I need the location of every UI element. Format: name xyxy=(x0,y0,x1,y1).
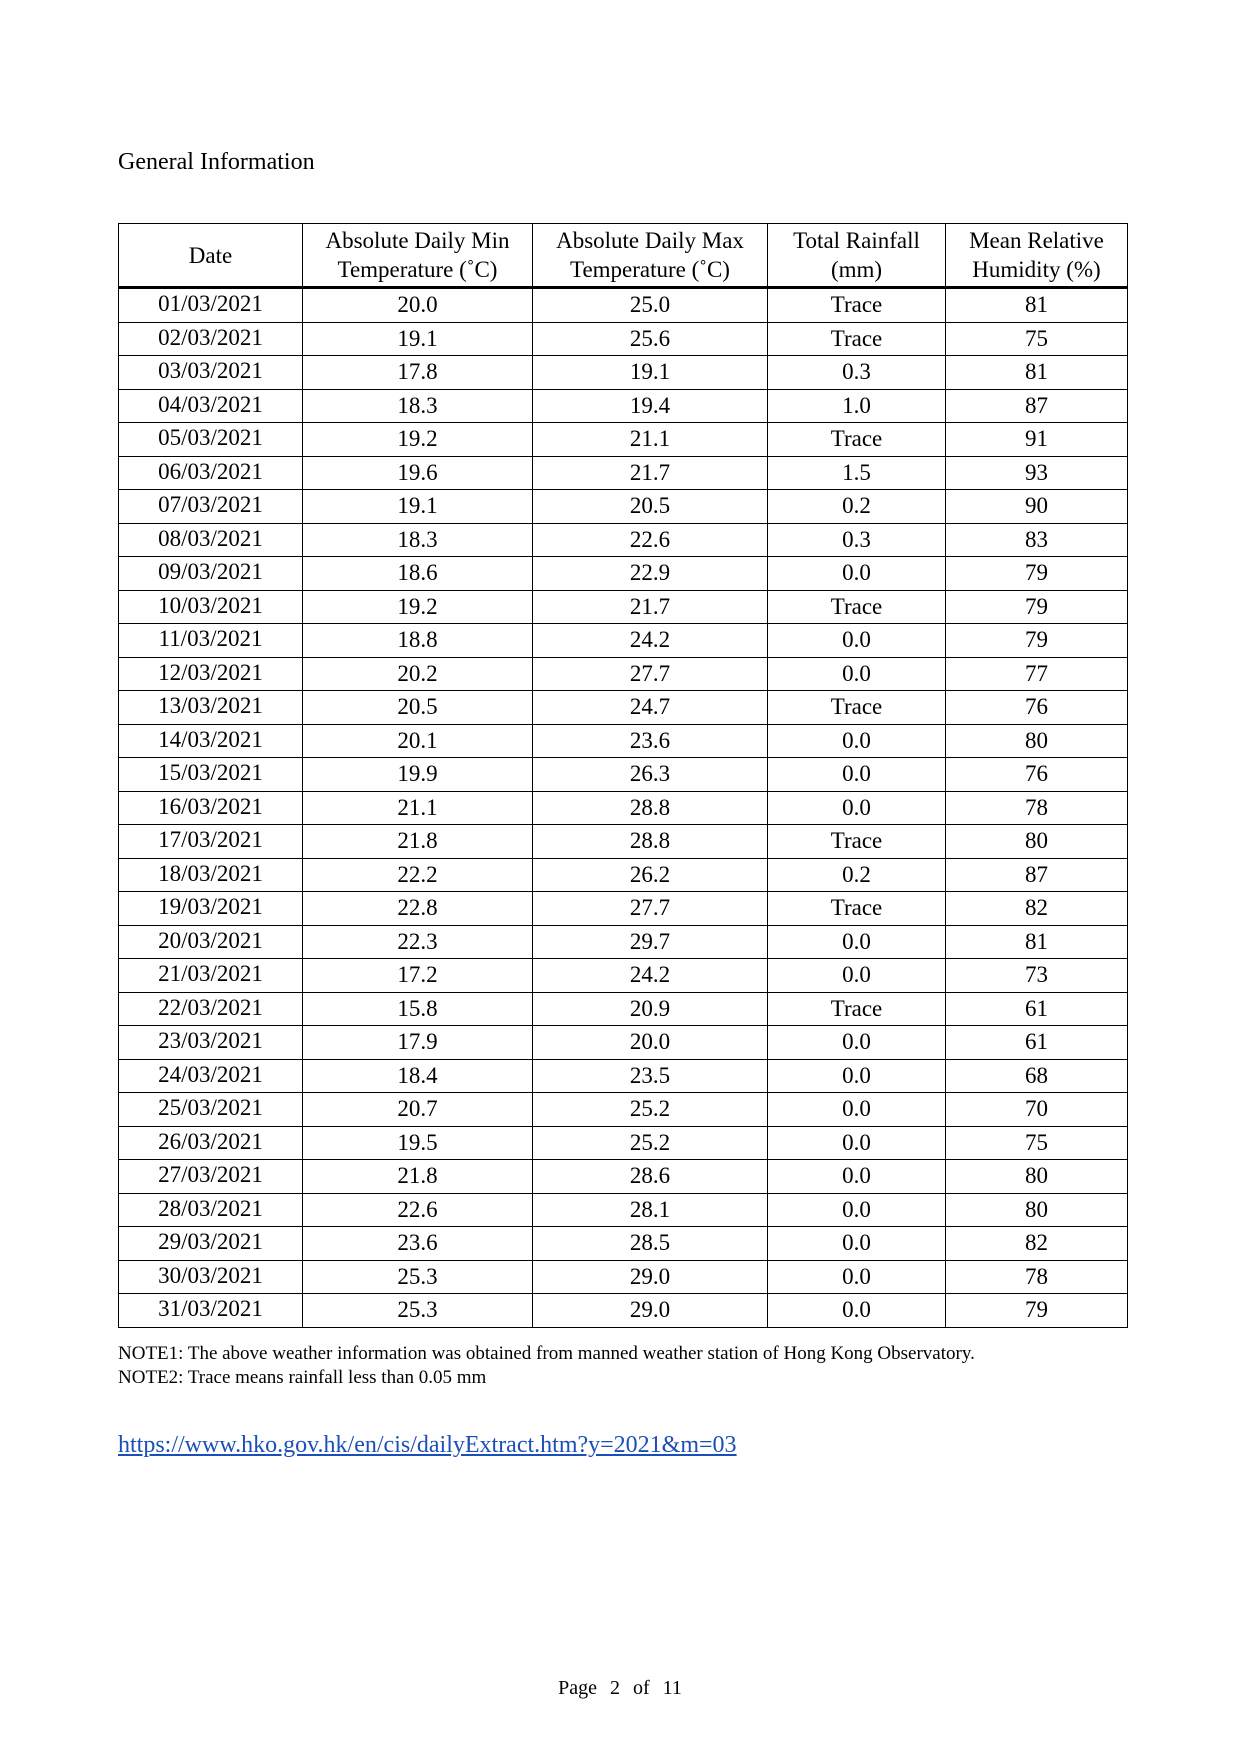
max-temp-cell: 26.2 xyxy=(533,858,768,892)
date-cell: 12/03/2021 xyxy=(119,657,303,691)
humidity-cell: 76 xyxy=(946,758,1128,792)
date-cell: 03/03/2021 xyxy=(119,356,303,390)
date-cell: 18/03/2021 xyxy=(119,858,303,892)
table-row xyxy=(119,423,1128,457)
max-temp-cell: 20.0 xyxy=(533,1026,768,1060)
max-temp-cell: 27.7 xyxy=(533,892,768,926)
humidity-cell: 79 xyxy=(946,557,1128,591)
max-temp-cell: 25.2 xyxy=(533,1126,768,1160)
table-row xyxy=(119,825,1128,859)
rainfall-cell: 0.0 xyxy=(768,557,946,591)
max-temp-cell: 21.1 xyxy=(533,423,768,457)
min-temp-cell: 18.3 xyxy=(303,523,533,557)
humidity-cell: 77 xyxy=(946,657,1128,691)
max-temp-cell: 22.9 xyxy=(533,557,768,591)
notes xyxy=(118,1342,975,1390)
rainfall-cell: 0.0 xyxy=(768,1126,946,1160)
date-cell: 17/03/2021 xyxy=(119,825,303,859)
min-temp-cell: 22.3 xyxy=(303,925,533,959)
table-row xyxy=(119,959,1128,993)
date-cell: 25/03/2021 xyxy=(119,1093,303,1127)
min-temp-cell: 20.0 xyxy=(303,288,533,323)
humidity-cell: 76 xyxy=(946,691,1128,725)
humidity-cell: 70 xyxy=(946,1093,1128,1127)
min-temp-cell: 22.6 xyxy=(303,1193,533,1227)
table-row xyxy=(119,356,1128,390)
humidity-cell: 93 xyxy=(946,456,1128,490)
rainfall-cell: 0.0 xyxy=(768,1193,946,1227)
table-row xyxy=(119,892,1128,926)
humidity-cell: 80 xyxy=(946,1193,1128,1227)
min-temp-cell: 18.4 xyxy=(303,1059,533,1093)
rainfall-cell: 0.2 xyxy=(768,490,946,524)
min-temp-cell: 20.2 xyxy=(303,657,533,691)
max-temp-cell: 28.8 xyxy=(533,791,768,825)
rainfall-cell: 0.0 xyxy=(768,1294,946,1328)
weather-table xyxy=(118,223,1128,1328)
date-cell: 09/03/2021 xyxy=(119,557,303,591)
date-cell: 29/03/2021 xyxy=(119,1227,303,1261)
rainfall-cell: Trace xyxy=(768,892,946,926)
date-cell: 11/03/2021 xyxy=(119,624,303,658)
table-body xyxy=(119,288,1128,1328)
max-temp-cell: 25.0 xyxy=(533,288,768,323)
humidity-cell: 80 xyxy=(946,1160,1128,1194)
humidity-cell: 83 xyxy=(946,523,1128,557)
max-temp-cell: 24.2 xyxy=(533,959,768,993)
rainfall-cell: Trace xyxy=(768,322,946,356)
min-temp-cell: 19.1 xyxy=(303,490,533,524)
max-temp-cell: 19.4 xyxy=(533,389,768,423)
rainfall-cell: Trace xyxy=(768,590,946,624)
table-row xyxy=(119,322,1128,356)
humidity-cell: 75 xyxy=(946,1126,1128,1160)
min-temp-cell: 19.6 xyxy=(303,456,533,490)
date-cell: 07/03/2021 xyxy=(119,490,303,524)
min-temp-cell: 19.9 xyxy=(303,758,533,792)
total-pages: 11 xyxy=(662,1677,682,1699)
table-row xyxy=(119,624,1128,658)
date-cell: 15/03/2021 xyxy=(119,758,303,792)
table-row xyxy=(119,288,1128,323)
header-min-temp: Absolute Daily Min Temperature (˚C) xyxy=(303,224,533,288)
table-row xyxy=(119,992,1128,1026)
min-temp-cell: 18.3 xyxy=(303,389,533,423)
table-row xyxy=(119,657,1128,691)
table-row xyxy=(119,925,1128,959)
date-cell: 19/03/2021 xyxy=(119,892,303,926)
rainfall-cell: 0.0 xyxy=(768,724,946,758)
date-cell: 20/03/2021 xyxy=(119,925,303,959)
date-cell: 13/03/2021 xyxy=(119,691,303,725)
humidity-cell: 61 xyxy=(946,992,1128,1026)
max-temp-cell: 24.7 xyxy=(533,691,768,725)
table-row xyxy=(119,490,1128,524)
max-temp-cell: 21.7 xyxy=(533,456,768,490)
table-row xyxy=(119,1260,1128,1294)
note-1: NOTE1: The above weather information was obtained from manned weather station of Hong Kong Observatory. xyxy=(118,1343,975,1364)
header-max-temp: Absolute Daily Max Temperature (˚C) xyxy=(533,224,768,288)
humidity-cell: 78 xyxy=(946,1260,1128,1294)
header-date: Date xyxy=(119,224,303,288)
min-temp-cell: 20.7 xyxy=(303,1093,533,1127)
rainfall-cell: 0.0 xyxy=(768,1026,946,1060)
humidity-cell: 73 xyxy=(946,959,1128,993)
rainfall-cell: Trace xyxy=(768,288,946,323)
table-row xyxy=(119,1193,1128,1227)
table-row xyxy=(119,590,1128,624)
rainfall-cell: 0.3 xyxy=(768,356,946,390)
note-2: NOTE2: Trace means rainfall less than 0.05 mm xyxy=(118,1367,487,1388)
humidity-cell: 91 xyxy=(946,423,1128,457)
table-row xyxy=(119,456,1128,490)
date-cell: 21/03/2021 xyxy=(119,959,303,993)
max-temp-cell: 29.0 xyxy=(533,1260,768,1294)
humidity-cell: 79 xyxy=(946,590,1128,624)
max-temp-cell: 29.0 xyxy=(533,1294,768,1328)
table-row xyxy=(119,389,1128,423)
min-temp-cell: 22.8 xyxy=(303,892,533,926)
humidity-cell: 61 xyxy=(946,1026,1128,1060)
rainfall-cell: Trace xyxy=(768,691,946,725)
humidity-cell: 78 xyxy=(946,791,1128,825)
table-row xyxy=(119,557,1128,591)
min-temp-cell: 18.6 xyxy=(303,557,533,591)
table-row xyxy=(119,1093,1128,1127)
table-row xyxy=(119,1294,1128,1328)
table-row xyxy=(119,523,1128,557)
humidity-cell: 81 xyxy=(946,925,1128,959)
rainfall-cell: 0.0 xyxy=(768,1227,946,1261)
max-temp-cell: 22.6 xyxy=(533,523,768,557)
max-temp-cell: 20.9 xyxy=(533,992,768,1026)
table-row xyxy=(119,1160,1128,1194)
min-temp-cell: 25.3 xyxy=(303,1260,533,1294)
header-rainfall: Total Rainfall (mm) xyxy=(768,224,946,288)
rainfall-cell: Trace xyxy=(768,992,946,1026)
rainfall-cell: 0.0 xyxy=(768,1093,946,1127)
min-temp-cell: 17.2 xyxy=(303,959,533,993)
date-cell: 26/03/2021 xyxy=(119,1126,303,1160)
rainfall-cell: 1.0 xyxy=(768,389,946,423)
rainfall-cell: 1.5 xyxy=(768,456,946,490)
table-row xyxy=(119,1126,1128,1160)
humidity-cell: 87 xyxy=(946,389,1128,423)
date-cell: 30/03/2021 xyxy=(119,1260,303,1294)
rainfall-cell: 0.0 xyxy=(768,657,946,691)
table-row xyxy=(119,791,1128,825)
date-cell: 02/03/2021 xyxy=(119,322,303,356)
date-cell: 31/03/2021 xyxy=(119,1294,303,1328)
max-temp-cell: 28.1 xyxy=(533,1193,768,1227)
rainfall-cell: Trace xyxy=(768,423,946,457)
max-temp-cell: 23.5 xyxy=(533,1059,768,1093)
min-temp-cell: 21.8 xyxy=(303,1160,533,1194)
min-temp-cell: 20.5 xyxy=(303,691,533,725)
table-header-row xyxy=(119,224,1128,288)
humidity-cell: 80 xyxy=(946,825,1128,859)
min-temp-cell: 18.8 xyxy=(303,624,533,658)
rainfall-cell: 0.0 xyxy=(768,925,946,959)
humidity-cell: 90 xyxy=(946,490,1128,524)
date-cell: 01/03/2021 xyxy=(119,288,303,323)
date-cell: 05/03/2021 xyxy=(119,423,303,457)
rainfall-cell: 0.0 xyxy=(768,758,946,792)
rainfall-cell: 0.0 xyxy=(768,959,946,993)
max-temp-cell: 26.3 xyxy=(533,758,768,792)
table-row xyxy=(119,1227,1128,1261)
source-link[interactable]: https://www.hko.gov.hk/en/cis/dailyExtract.htm?y=2021&m=03 xyxy=(118,1432,737,1458)
min-temp-cell: 23.6 xyxy=(303,1227,533,1261)
min-temp-cell: 15.8 xyxy=(303,992,533,1026)
rainfall-cell: 0.2 xyxy=(768,858,946,892)
table-row xyxy=(119,1026,1128,1060)
table-row xyxy=(119,758,1128,792)
date-cell: 28/03/2021 xyxy=(119,1193,303,1227)
humidity-cell: 81 xyxy=(946,288,1128,323)
max-temp-cell: 25.2 xyxy=(533,1093,768,1127)
humidity-cell: 68 xyxy=(946,1059,1128,1093)
rainfall-cell: Trace xyxy=(768,825,946,859)
min-temp-cell: 19.2 xyxy=(303,590,533,624)
max-temp-cell: 25.6 xyxy=(533,322,768,356)
max-temp-cell: 28.8 xyxy=(533,825,768,859)
date-cell: 10/03/2021 xyxy=(119,590,303,624)
max-temp-cell: 21.7 xyxy=(533,590,768,624)
date-cell: 14/03/2021 xyxy=(119,724,303,758)
table-row xyxy=(119,691,1128,725)
date-cell: 22/03/2021 xyxy=(119,992,303,1026)
min-temp-cell: 21.8 xyxy=(303,825,533,859)
min-temp-cell: 19.1 xyxy=(303,322,533,356)
date-cell: 06/03/2021 xyxy=(119,456,303,490)
humidity-cell: 75 xyxy=(946,322,1128,356)
max-temp-cell: 23.6 xyxy=(533,724,768,758)
rainfall-cell: 0.0 xyxy=(768,791,946,825)
humidity-cell: 80 xyxy=(946,724,1128,758)
rainfall-cell: 0.0 xyxy=(768,1160,946,1194)
page-word: Page xyxy=(558,1677,597,1699)
page-number: 2 xyxy=(609,1677,620,1699)
rainfall-cell: 0.0 xyxy=(768,1260,946,1294)
date-cell: 04/03/2021 xyxy=(119,389,303,423)
table-row xyxy=(119,858,1128,892)
rainfall-cell: 0.3 xyxy=(768,523,946,557)
date-cell: 24/03/2021 xyxy=(119,1059,303,1093)
humidity-cell: 79 xyxy=(946,624,1128,658)
min-temp-cell: 17.8 xyxy=(303,356,533,390)
date-cell: 23/03/2021 xyxy=(119,1026,303,1060)
max-temp-cell: 24.2 xyxy=(533,624,768,658)
date-cell: 08/03/2021 xyxy=(119,523,303,557)
max-temp-cell: 28.5 xyxy=(533,1227,768,1261)
max-temp-cell: 19.1 xyxy=(533,356,768,390)
min-temp-cell: 25.3 xyxy=(303,1294,533,1328)
header-humidity: Mean Relative Humidity (%) xyxy=(946,224,1128,288)
table-row xyxy=(119,724,1128,758)
table-row xyxy=(119,1059,1128,1093)
section-title: General Information xyxy=(118,149,315,175)
date-cell: 16/03/2021 xyxy=(119,791,303,825)
min-temp-cell: 20.1 xyxy=(303,724,533,758)
page-footer xyxy=(0,1677,1240,1700)
humidity-cell: 79 xyxy=(946,1294,1128,1328)
max-temp-cell: 29.7 xyxy=(533,925,768,959)
min-temp-cell: 19.5 xyxy=(303,1126,533,1160)
min-temp-cell: 22.2 xyxy=(303,858,533,892)
of-word: of xyxy=(632,1677,650,1699)
min-temp-cell: 17.9 xyxy=(303,1026,533,1060)
max-temp-cell: 28.6 xyxy=(533,1160,768,1194)
rainfall-cell: 0.0 xyxy=(768,1059,946,1093)
rainfall-cell: 0.0 xyxy=(768,624,946,658)
date-cell: 27/03/2021 xyxy=(119,1160,303,1194)
max-temp-cell: 20.5 xyxy=(533,490,768,524)
min-temp-cell: 21.1 xyxy=(303,791,533,825)
humidity-cell: 87 xyxy=(946,858,1128,892)
humidity-cell: 81 xyxy=(946,356,1128,390)
min-temp-cell: 19.2 xyxy=(303,423,533,457)
max-temp-cell: 27.7 xyxy=(533,657,768,691)
humidity-cell: 82 xyxy=(946,1227,1128,1261)
humidity-cell: 82 xyxy=(946,892,1128,926)
